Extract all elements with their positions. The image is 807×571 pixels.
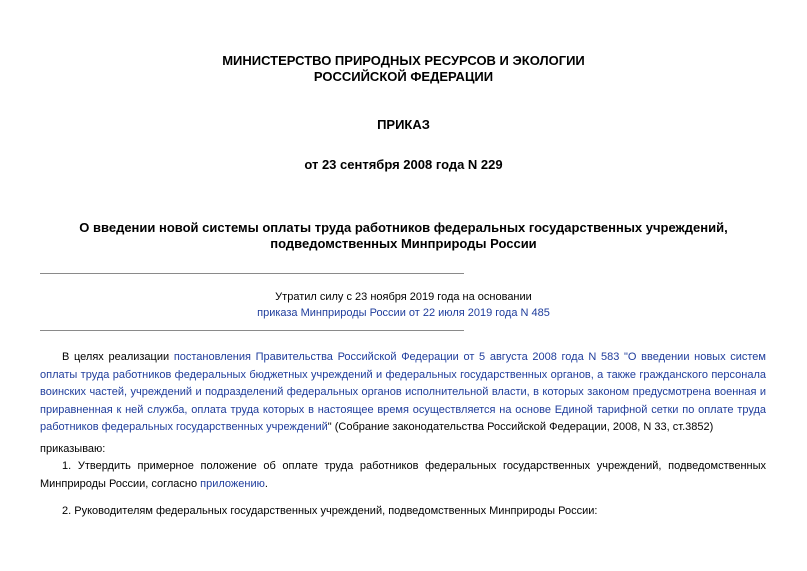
divider-top (40, 273, 464, 274)
item-1-text-end: . (264, 477, 268, 490)
preamble-text-start: В целях реализации (62, 351, 174, 363)
repeal-order-link[interactable]: приказа Минприроды России от 22 июля 2019 года N 485 (257, 307, 550, 319)
item-1-text-start: 1. Утвердить примерное положение об оплате труда работников федеральных государственных учреждений, подведомственных Минприроды России, согласно (40, 460, 766, 490)
status-note-text: Утратил силу с 23 ноября 2019 года на основании (275, 291, 532, 303)
preamble-paragraph (40, 349, 766, 437)
document-type: ПРИКАЗ (377, 117, 430, 132)
order-word: приказываю: (40, 443, 106, 455)
document-title-line2: подведомственных Минприроды России (270, 236, 537, 251)
preamble-text-end: " (Собрание законодательства Российской Федерации, 2008, N 33, ст.3852) (327, 421, 714, 433)
document-title-line1: О введении новой системы оплаты труда работников федеральных государственных учреждений, (79, 220, 728, 235)
item-2-paragraph: 2. Руководителям федеральных государственных учреждений, подведомственных Минприроды России: (62, 505, 598, 517)
document-date: от 23 сентября 2008 года N 229 (304, 157, 503, 172)
divider-bottom (40, 330, 464, 331)
status-note-link-row (0, 305, 807, 321)
ministry-name-line2: РОССИЙСКОЙ ФЕДЕРАЦИИ (313, 69, 494, 84)
ministry-name-line1: МИНИСТЕРСТВО ПРИРОДНЫХ РЕСУРСОВ И ЭКОЛОГИИ (222, 53, 585, 68)
appendix-link[interactable]: приложению (200, 477, 265, 490)
government-resolution-link[interactable]: постановления Правительства Российской Федерации от 5 августа 2008 года N 583 "О введении новых систем оплаты труда работников федеральных бюджетных учреждений и федеральных государственных органов, а также гражданского персонала воинских частей, учреждений и подразделений федеральных органов исполнительной власти, в которых законом предусмотрена военная и приравненная к ней служба, оплата труда которых в настоящее время осуществляется на основе Единой тарифной сетки по оплате труда работников федеральных государственных учреждений (40, 351, 766, 433)
item-1-paragraph (40, 458, 766, 493)
